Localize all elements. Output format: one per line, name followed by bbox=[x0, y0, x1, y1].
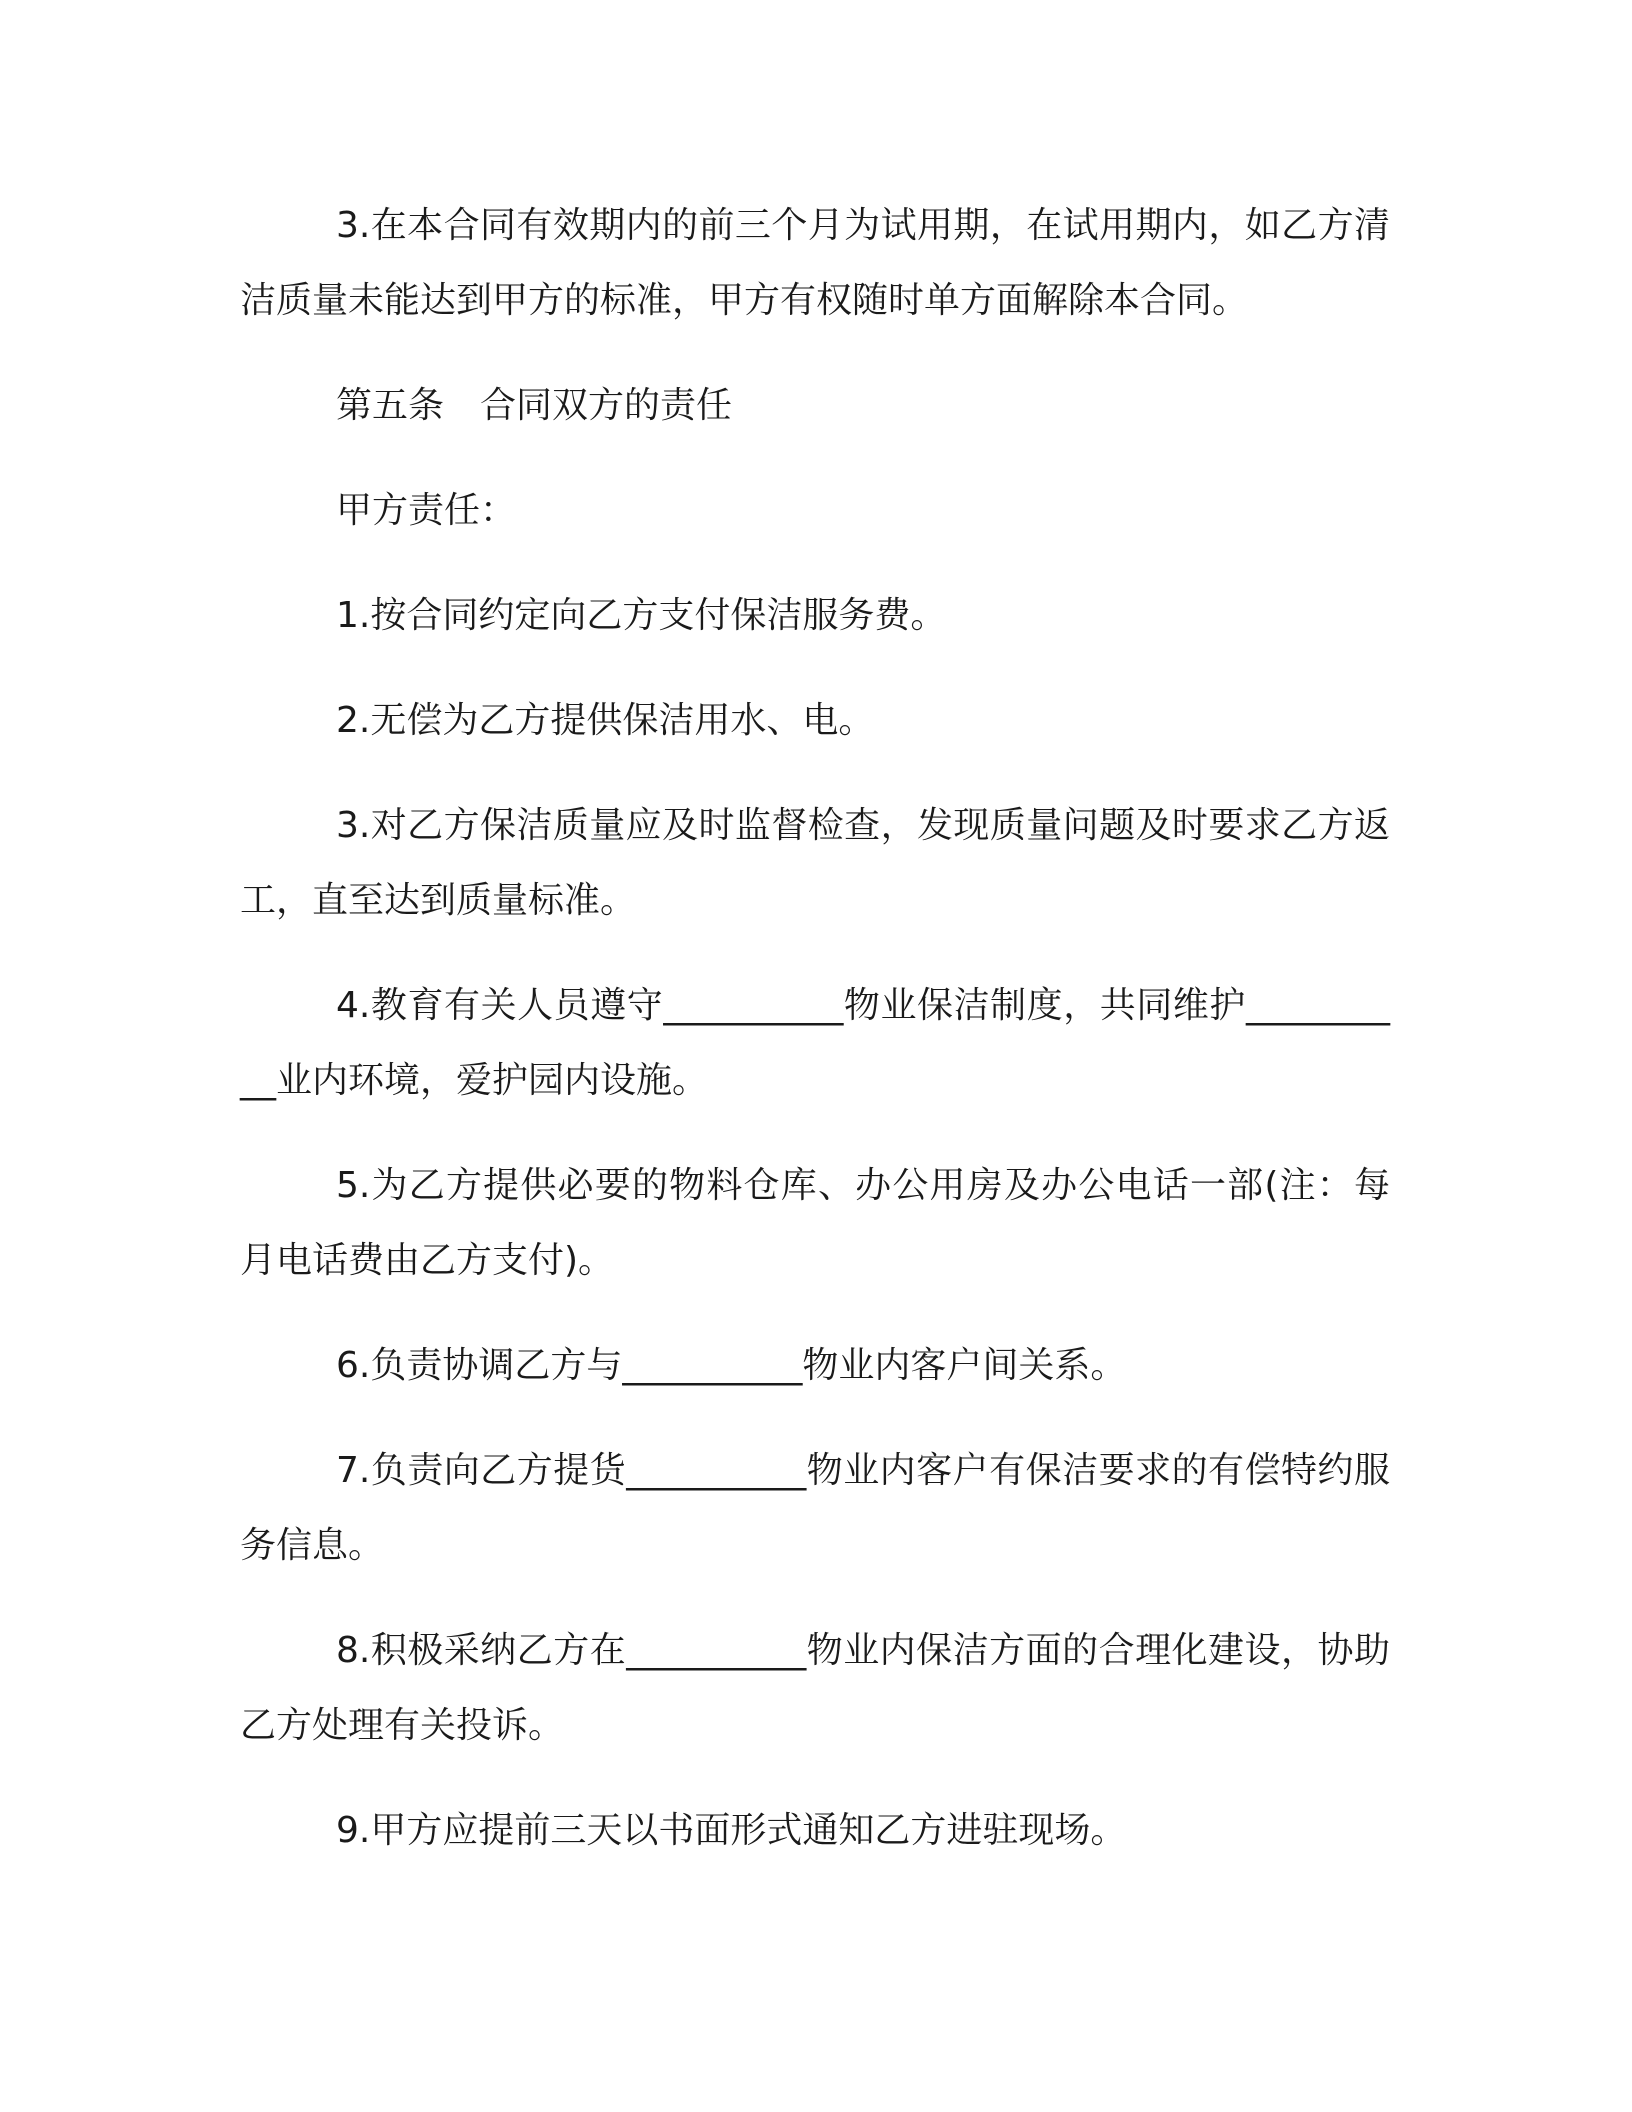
section-heading-article-5: 第五条 合同双方的责任 bbox=[336, 385, 733, 426]
party-a-item-1: 1.按合同约定向乙方支付保洁服务费。 bbox=[336, 595, 947, 636]
party-a-item-7: 7.负责向乙方提货__________物业内客户有保洁要求的有偿特约服务信息。 bbox=[240, 1450, 1390, 1566]
party-a-item-6: 6.负责协调乙方与__________物业内客户间关系。 bbox=[336, 1345, 1127, 1386]
party-a-item-5: 5.为乙方提供必要的物料仓库、办公用房及办公电话一部(注：每月电话费由乙方支付)。 bbox=[240, 1165, 1390, 1281]
party-a-item-4: 4.教育有关人员遵守__________物业保洁制度，共同维护__________业内环境，爱护园内设施。 bbox=[240, 985, 1390, 1101]
party-a-responsibilities-heading: 甲方责任： bbox=[336, 490, 517, 531]
party-a-item-2: 2.无偿为乙方提供保洁用水、电。 bbox=[336, 700, 875, 741]
paragraph-clause-3-trial-period: 3.在本合同有效期内的前三个月为试用期，在试用期内，如乙方清洁质量未能达到甲方的标准，甲方有权随时单方面解除本合同。 bbox=[240, 205, 1390, 321]
party-a-item-3: 3.对乙方保洁质量应及时监督检查，发现质量问题及时要求乙方返工，直至达到质量标准。 bbox=[240, 805, 1390, 921]
document-body bbox=[240, 188, 1390, 1898]
party-a-item-8: 8.积极采纳乙方在__________物业内保洁方面的合理化建设，协助乙方处理有关投诉。 bbox=[240, 1630, 1390, 1746]
party-a-item-9: 9.甲方应提前三天以书面形式通知乙方进驻现场。 bbox=[336, 1810, 1127, 1851]
